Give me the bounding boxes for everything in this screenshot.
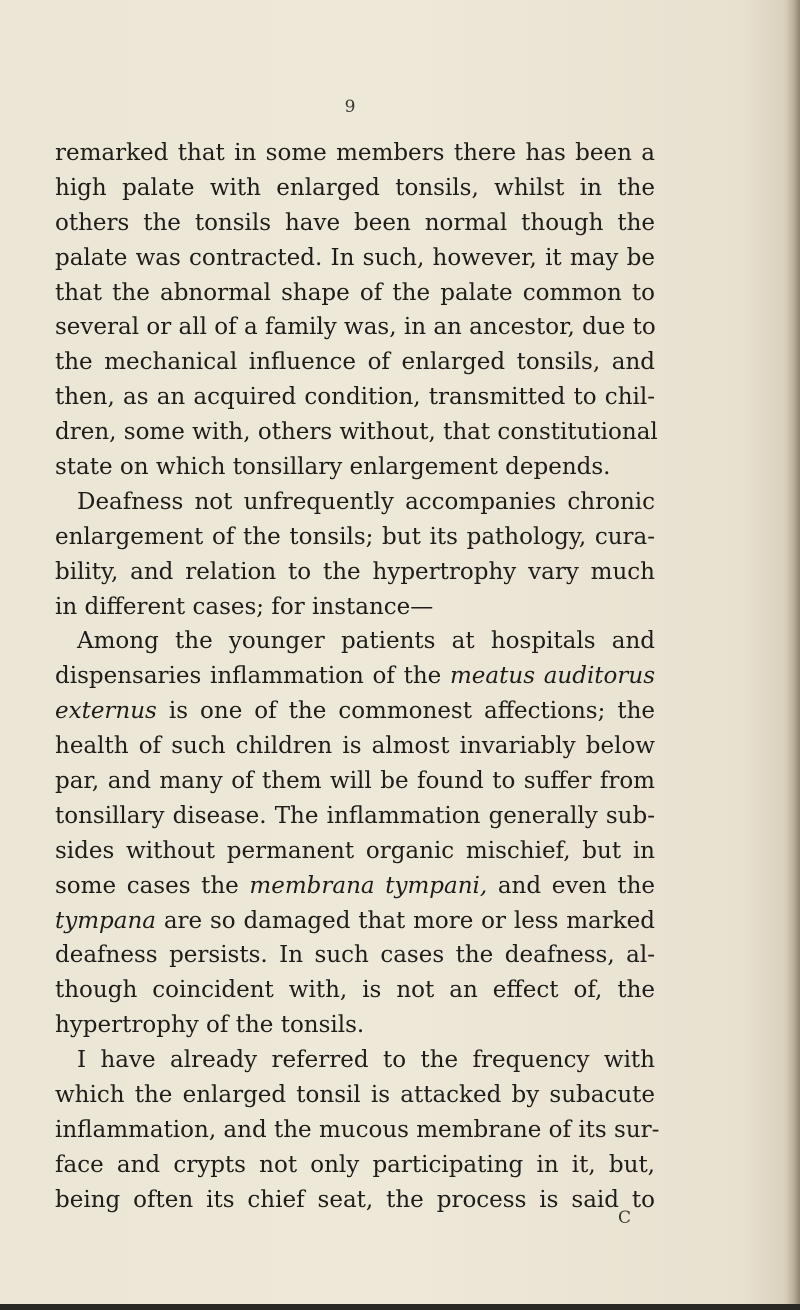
text-line: Deafness not unfrequently accompanies chronic [77, 488, 655, 515]
text-line: palate was contracted. In such, however, it may be [55, 244, 655, 271]
text-line: the mechanical influence of enlarged tonsils, and [55, 349, 655, 376]
text-line: face and crypts not only participating in it, but, [55, 1151, 655, 1178]
italic-term: externus [55, 698, 157, 725]
text-fragment: dispensaries inflammation of the [55, 663, 442, 690]
text-line: bility, and relation to the hypertrophy vary much [55, 558, 655, 585]
text-line: inflammation, and the mucous membrane of its sur- [55, 1116, 660, 1143]
text-line: par, and many of them will be found to suffer from [55, 768, 655, 795]
text-line: Among the younger patients at hospitals and [77, 628, 655, 655]
text-line: sides without permanent organic mischief, but in [55, 837, 655, 864]
text-line: hypertrophy of the tonsils. [55, 1012, 365, 1039]
text-line: in different cases; for instance— [55, 593, 434, 620]
text-line: enlargement of the tonsils; but its pathology, cura- [55, 523, 655, 550]
text-fragment: are so damaged that more or less marked [163, 907, 656, 934]
text-fragment: is one of the commonest affections; the [168, 698, 655, 725]
text-fragment: and even the [497, 872, 656, 899]
text-line: others the tonsils have been normal though the [55, 209, 655, 236]
text-line: then, as an acquired condition, transmitted to chil- [55, 384, 655, 411]
text-fragment: some cases the [55, 872, 239, 899]
page-gutter-shadow [786, 0, 800, 1310]
text-line: deafness persists. In such cases the deafness, al- [55, 942, 655, 969]
text-line: though coincident with, is not an effect of, the [55, 977, 655, 1004]
text-line: dren, some with, others without, that constitutional [55, 419, 658, 446]
italic-term: tympana [55, 907, 157, 934]
text-line: state on which tonsillary enlargement depends. [55, 454, 611, 481]
text-line: tonsillary disease. The inflammation generally sub- [55, 802, 655, 829]
text-line: being often its chief seat, the process is said to [55, 1186, 655, 1213]
italic-term: membrana tympani, [249, 872, 488, 899]
text-line: high palate with enlarged tonsils, whilst in the [55, 174, 655, 201]
italic-term: meatus auditorus [450, 663, 656, 690]
page-number: 9 [344, 97, 356, 117]
text-line: health of such children is almost invariably below [55, 733, 655, 760]
signature-mark: C [618, 1208, 632, 1228]
text-line: remarked that in some members there has been a [55, 140, 655, 166]
text-line-mixed [55, 659, 655, 694]
body-text [55, 136, 660, 1218]
text-line-mixed [55, 694, 655, 729]
text-line-mixed [55, 904, 655, 939]
text-line: that the abnormal shape of the palate common to [55, 279, 655, 306]
text-line-mixed [55, 869, 655, 904]
text-line: I have already referred to the frequency with [77, 1047, 655, 1074]
scan-edge [0, 1304, 800, 1310]
text-line: which the enlarged tonsil is attacked by subacute [55, 1082, 655, 1109]
text-line: several or all of a family was, in an ancestor, due to [55, 314, 656, 341]
